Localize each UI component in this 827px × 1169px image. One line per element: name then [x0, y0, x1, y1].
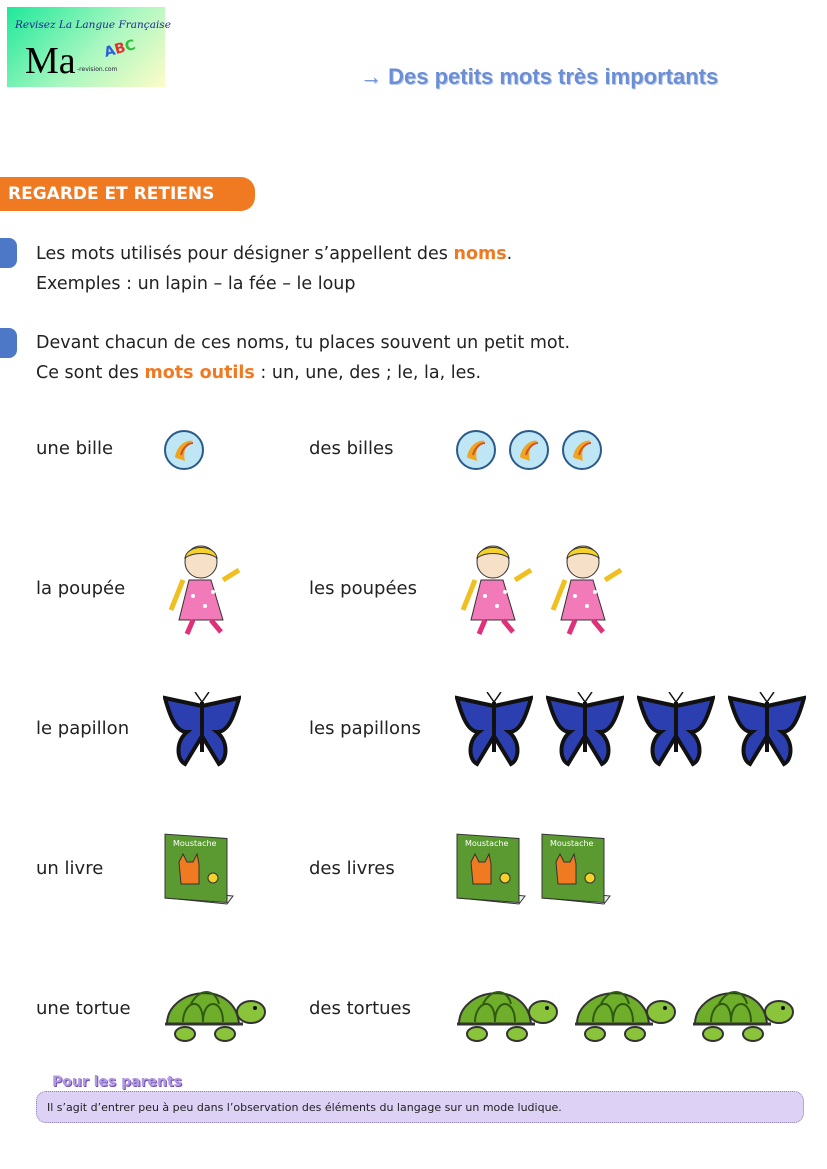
paragraph-nouns — [36, 239, 512, 299]
doll-icon — [455, 540, 535, 644]
doll-icon — [545, 540, 625, 644]
butterfly-icon — [546, 692, 624, 772]
example-plural-pictures — [455, 832, 612, 912]
example-singular-picture — [163, 692, 241, 772]
marble-icon — [163, 429, 205, 475]
doll-icon — [163, 540, 243, 644]
example-plural-label: des livres — [309, 858, 395, 879]
example-singular-picture — [163, 540, 243, 644]
parents-note: Il s’agit d’entrer peu à peu dans l’observation des éléments du langage sur un mode ludique. — [36, 1091, 804, 1123]
paragraph-tool-words — [36, 328, 570, 388]
bullet-marker — [0, 238, 17, 268]
section-banner: REGARDE ET RETIENS — [0, 177, 255, 211]
book-icon — [163, 832, 235, 912]
site-logo[interactable] — [7, 7, 171, 87]
marble-icon — [455, 429, 497, 475]
butterfly-icon — [728, 692, 806, 772]
turtle-icon — [455, 974, 560, 1050]
example-singular-label: la poupée — [36, 578, 126, 599]
svg-text:Moustache: Moustache — [465, 839, 509, 848]
marble-icon — [508, 429, 550, 475]
highlight-mots-outils: mots outils — [144, 363, 255, 383]
turtle-icon — [573, 974, 678, 1050]
bullet-marker — [0, 328, 17, 358]
example-singular-picture — [163, 832, 235, 912]
highlight-noms: noms — [453, 244, 507, 264]
logo-tagline: Revisez La Langue Française — [15, 19, 171, 31]
example-singular-picture — [163, 974, 268, 1050]
logo-main: Ma — [25, 40, 76, 82]
marble-icon — [561, 429, 603, 475]
example-singular-label: un livre — [36, 858, 104, 879]
logo-domain: -revision.com — [77, 66, 118, 73]
parents-title: Pour les parents — [52, 1074, 182, 1090]
example-plural-pictures — [455, 429, 603, 475]
butterfly-icon — [163, 692, 241, 772]
example-plural-pictures — [455, 974, 796, 1050]
book-icon — [540, 832, 612, 912]
book-icon — [455, 832, 527, 912]
example-singular-picture — [163, 429, 205, 475]
text: Les mots utilisés pour désigner s’appellent des — [36, 244, 454, 264]
example-plural-label: les poupées — [309, 578, 417, 599]
example-singular-label: une tortue — [36, 998, 131, 1019]
example-plural-pictures — [455, 540, 625, 644]
turtle-icon — [691, 974, 796, 1050]
example-singular-label: le papillon — [36, 718, 130, 739]
svg-text:Moustache: Moustache — [173, 839, 217, 848]
text: Ce sont des — [36, 363, 145, 383]
example-plural-label: les papillons — [309, 718, 421, 739]
example-plural-label: des tortues — [309, 998, 411, 1019]
examples-line: Exemples : un lapin – la fée – le loup — [36, 274, 356, 294]
turtle-icon — [163, 974, 268, 1050]
text: : un, une, des ; le, la, les. — [254, 363, 482, 383]
example-plural-label: des billes — [309, 438, 394, 459]
logo-abc: ABC — [102, 37, 138, 61]
text: Devant chacun de ces noms, tu places souvent un petit mot. — [36, 333, 571, 353]
example-plural-pictures — [455, 692, 806, 772]
butterfly-icon — [455, 692, 533, 772]
example-singular-label: une bille — [36, 438, 114, 459]
butterfly-icon — [637, 692, 715, 772]
text: . — [506, 244, 513, 264]
svg-text:Moustache: Moustache — [550, 839, 594, 848]
page-title: → Des petits mots très importants — [360, 64, 719, 89]
